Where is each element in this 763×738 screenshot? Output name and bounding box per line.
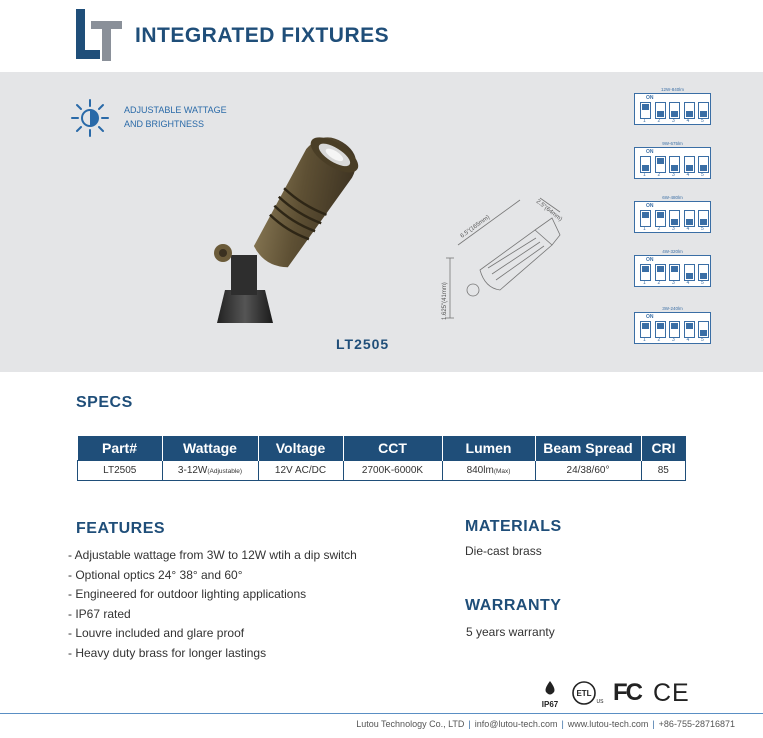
ce-badge: CE (653, 679, 690, 707)
dip-lever-knob (686, 273, 693, 279)
dip-lever (655, 102, 666, 119)
dip-switch (634, 312, 711, 344)
dip-lever-number: 3 (672, 337, 675, 343)
dip-lever (655, 264, 666, 281)
cell-cri: 85 (641, 461, 686, 481)
dip-lever-knob (700, 330, 707, 336)
footer-web[interactable]: www.lutou-tech.com (567, 719, 649, 729)
dip-on-label: ON (646, 149, 654, 155)
dip-lever-number: 4 (686, 337, 690, 343)
dip-lever-number: 2 (657, 172, 661, 178)
dip-lever-knob (657, 111, 664, 117)
dip-lever-knob (700, 111, 707, 117)
dip-on-label: ON (646, 95, 654, 101)
page-title: INTEGRATED FIXTURES (135, 24, 390, 47)
dip-lever-knob (642, 104, 649, 110)
features-list (68, 546, 357, 663)
footer-email[interactable]: info@lutou-tech.com (474, 719, 558, 729)
warranty-text: 5 years warranty (466, 625, 555, 639)
dip-lever-knob (686, 111, 693, 117)
dip-lever-number: 3 (672, 226, 675, 232)
specs-table (77, 436, 686, 481)
lt-logo (74, 9, 124, 61)
dip-lever (684, 156, 695, 173)
dip-lever-knob (686, 219, 693, 225)
dip-lever-knob (671, 111, 678, 117)
dip-lever (684, 102, 695, 119)
cell-voltage: 12V AC/DC (258, 461, 343, 481)
table-row (78, 461, 686, 481)
dip-switch (634, 201, 711, 233)
dip-lever-number: 3 (672, 172, 675, 178)
dip-lever-number: 5 (701, 280, 704, 286)
dip-lever-number: 1 (643, 337, 646, 343)
dimension-drawing (440, 190, 570, 325)
dip-setting-label: 6W-480lm (662, 195, 683, 200)
dip-lever-knob (686, 165, 693, 171)
cell-cct: 2700K-6000K (343, 461, 442, 481)
col-voltage: Voltage (258, 436, 343, 461)
dip-lever-number: 1 (643, 280, 646, 286)
col-wattage: Wattage (162, 436, 258, 461)
cell-lumen: 840lm(Max) (442, 461, 535, 481)
dip-lever (640, 156, 651, 173)
dip-lever-knob (671, 219, 678, 225)
dip-lever (698, 264, 709, 281)
dip-lever-number: 1 (643, 172, 646, 178)
dip-lever-knob (700, 219, 707, 225)
materials-text: Die-cast brass (465, 544, 542, 558)
dip-lever-knob (642, 212, 649, 218)
dip-lever-knob (671, 165, 678, 171)
dip-lever-knob (657, 323, 664, 329)
dim-height: 1.625"(41mm) (442, 282, 448, 320)
col-lumen: Lumen (442, 436, 535, 461)
dip-lever (669, 102, 680, 119)
dip-on-label: ON (646, 257, 654, 263)
dip-lever-knob (657, 158, 664, 164)
dip-lever-knob (671, 323, 678, 329)
dip-lever (640, 264, 651, 281)
dip-lever-number: 4 (686, 226, 690, 232)
fixture-image (205, 95, 385, 330)
header (0, 0, 763, 72)
dip-lever (698, 102, 709, 119)
feature-line-1: ADJUSTABLE WATTAGE (124, 105, 227, 115)
footer-phone: +86-755-28716871 (658, 719, 735, 729)
dip-switch (634, 255, 711, 287)
dip-lever-knob (657, 266, 664, 272)
col-cri: CRI (641, 436, 686, 461)
ip67-label: IP67 (541, 700, 559, 709)
dip-setting (634, 305, 711, 344)
footer-company: Lutou Technology Co., LTD (356, 719, 465, 729)
dip-lever-knob (700, 273, 707, 279)
dip-setting-label: 12W-840lm (661, 87, 684, 92)
warranty-heading: WARRANTY (465, 597, 562, 614)
fc-badge: FC (613, 679, 641, 706)
dip-switch (634, 93, 711, 125)
dip-lever-knob (642, 323, 649, 329)
svg-text:ETL: ETL (576, 689, 592, 698)
features-heading: FEATURES (76, 520, 166, 537)
dip-lever (684, 264, 695, 281)
dip-lever-number: 5 (701, 226, 704, 232)
dip-lever-number: 5 (701, 337, 704, 343)
list-item: - Louvre included and glare proof (68, 626, 245, 640)
dip-lever-knob (700, 165, 707, 171)
svg-text:US: US (596, 699, 604, 705)
dip-lever (640, 321, 651, 338)
dip-setting (634, 140, 711, 179)
dip-lever-knob (657, 212, 664, 218)
specs-header-row (78, 436, 686, 461)
dip-setting (634, 194, 711, 233)
ip67-badge (537, 679, 563, 707)
dim-width: 2.5"(64mm) (534, 198, 564, 223)
dip-lever (669, 156, 680, 173)
dip-lever (655, 210, 666, 227)
footer-divider (0, 713, 763, 714)
col-cct: CCT (343, 436, 442, 461)
dip-lever (655, 156, 666, 173)
brightness-icon (70, 98, 110, 138)
dip-lever-number: 1 (643, 118, 646, 124)
dip-lever-number: 1 (643, 226, 646, 232)
cell-wattage: 3-12W(Adjustable) (162, 461, 258, 481)
dip-lever-knob (642, 165, 649, 171)
dip-lever (698, 210, 709, 227)
list-item: - Optional optics 24° 38° and 60° (68, 567, 243, 582)
model-number: LT2505 (336, 336, 390, 352)
etl-badge (570, 679, 606, 707)
dip-lever-number: 2 (657, 280, 661, 286)
dip-lever (698, 321, 709, 338)
col-part: Part# (78, 436, 163, 461)
dip-lever (684, 321, 695, 338)
dip-lever-number: 4 (686, 118, 690, 124)
cell-beam: 24/38/60° (535, 461, 641, 481)
dip-lever (669, 321, 680, 338)
water-drop-icon (537, 679, 563, 697)
dip-lever (684, 210, 695, 227)
list-item: - IP67 rated (68, 606, 131, 621)
dip-lever (655, 321, 666, 338)
dip-lever-number: 3 (672, 118, 675, 124)
specs-heading: SPECS (76, 394, 133, 411)
dip-lever-number: 4 (686, 280, 690, 286)
dip-setting (634, 248, 711, 287)
dip-setting-label: 3W-240lm (662, 306, 683, 311)
list-item: - Engineered for outdoor lighting applications (68, 587, 307, 601)
dip-lever (640, 210, 651, 227)
dip-lever-knob (671, 266, 678, 272)
dip-lever-number: 5 (701, 172, 704, 178)
cell-part: LT2505 (78, 461, 163, 481)
col-beam: Beam Spread (535, 436, 641, 461)
materials-heading: MATERIALS (465, 518, 562, 535)
list-item: - Heavy duty brass for longer lastings (68, 645, 267, 660)
dip-on-label: ON (646, 203, 654, 209)
dip-lever (669, 210, 680, 227)
dip-lever-number: 5 (701, 118, 704, 124)
dip-setting-label: 4W-320lm (662, 249, 683, 254)
dip-lever-number: 3 (672, 280, 675, 286)
dip-lever-number: 4 (686, 172, 690, 178)
dip-lever (669, 264, 680, 281)
etl-icon (570, 679, 606, 707)
dip-on-label: ON (646, 314, 654, 320)
dip-lever (698, 156, 709, 173)
dim-length: 6.5"(165mm) (459, 214, 492, 240)
dip-lever-number: 2 (657, 337, 661, 343)
dip-setting (634, 86, 711, 125)
dip-lever-number: 2 (657, 118, 661, 124)
dip-switch (634, 147, 711, 179)
dip-setting-label: 9W-675lm (662, 141, 683, 146)
dip-lever (640, 102, 651, 119)
feature-line-2: AND BRIGHTNESS (124, 119, 205, 129)
dip-lever-knob (686, 323, 693, 329)
dip-lever-number: 2 (657, 226, 661, 232)
footer: Lutou Technology Co., LTD | info@lutou-tech.com | www.lutou-tech.com | +86-755-28716871 (356, 719, 735, 729)
dip-lever-knob (642, 266, 649, 272)
list-item: - Adjustable wattage from 3W to 12W wtih a dip switch (68, 548, 357, 562)
